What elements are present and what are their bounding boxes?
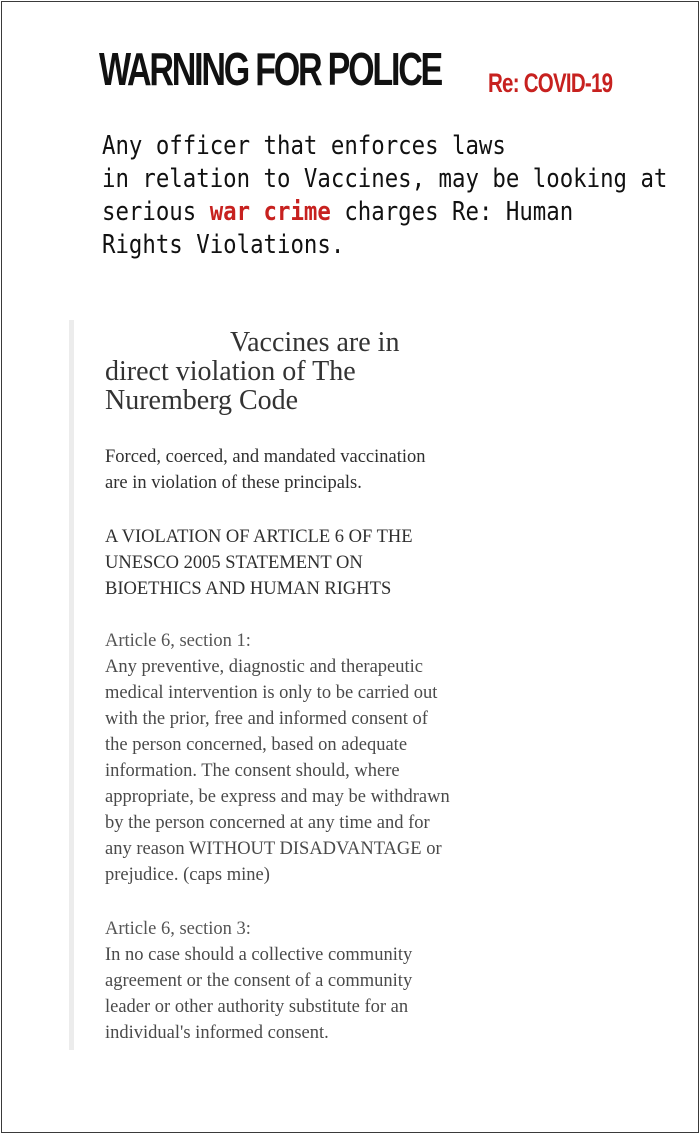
- unesco-violation-heading: [105, 524, 413, 602]
- warning-text-after: charges Re: Human: [330, 197, 574, 227]
- image-frame: [1, 1, 699, 1133]
- article-title-line: direct violation of The: [105, 356, 356, 387]
- text-line: with the prior, free and informed consent of: [105, 709, 428, 729]
- section-3-body: [105, 942, 412, 1046]
- headline: [99, 43, 613, 98]
- text-line: agreement or the consent of a community: [105, 971, 413, 991]
- text-line: Any preventive, diagnostic and therapeutic: [105, 657, 423, 677]
- forced-vaccination-paragraph: [105, 444, 426, 496]
- section-1-body: [105, 654, 450, 888]
- text-line: individual's informed consent.: [105, 1023, 329, 1043]
- text-line: prejudice. (caps mine): [105, 865, 270, 885]
- text-line: the person concerned, based on adequate: [105, 735, 408, 755]
- article-title-line: Nuremberg Code: [105, 385, 299, 416]
- section-3-heading: [105, 916, 251, 942]
- text-line: any reason WITHOUT DISADVANTAGE or: [105, 839, 442, 859]
- text-line: A VIOLATION OF ARTICLE 6 OF THE: [105, 527, 413, 547]
- article-title: [105, 328, 399, 415]
- text-line: In no case should a collective community: [105, 945, 413, 965]
- text-line: appropriate, be express and may be withdrawn: [105, 787, 450, 807]
- warning-line: in relation to Vaccines, may be looking at: [102, 164, 668, 194]
- section-1-heading: [105, 628, 251, 654]
- text-line: are in violation of these principals.: [105, 473, 362, 493]
- text-line: information. The consent should, where: [105, 761, 400, 781]
- warning-line: Rights Violations.: [102, 230, 345, 260]
- warning-text-before: serious: [102, 197, 210, 227]
- text-line: leader or other authority substitute for an: [105, 997, 409, 1017]
- text-line: Article 6, section 1:: [105, 631, 251, 651]
- article-title-line: Vaccines are in: [230, 327, 400, 358]
- headline-title: WARNING FOR POLICE: [99, 43, 442, 95]
- text-line: BIOETHICS AND HUMAN RIGHTS: [105, 579, 392, 599]
- text-line: UNESCO 2005 STATEMENT ON: [105, 553, 363, 573]
- article-excerpt: [69, 320, 629, 1050]
- text-line: Forced, coerced, and mandated vaccination: [105, 447, 426, 467]
- text-line: Article 6, section 3:: [105, 919, 251, 939]
- text-line: medical intervention is only to be carried out: [105, 683, 438, 703]
- headline-tag: Re: COVID-19: [488, 68, 613, 98]
- warning-paragraph: [102, 130, 668, 262]
- quote-rule: [69, 320, 74, 1050]
- warning-line-3: [102, 196, 584, 229]
- warning-line: Any officer that enforces laws: [102, 131, 506, 161]
- war-crime-highlight: war crime: [209, 197, 331, 227]
- text-line: by the person concerned at any time and for: [105, 813, 430, 833]
